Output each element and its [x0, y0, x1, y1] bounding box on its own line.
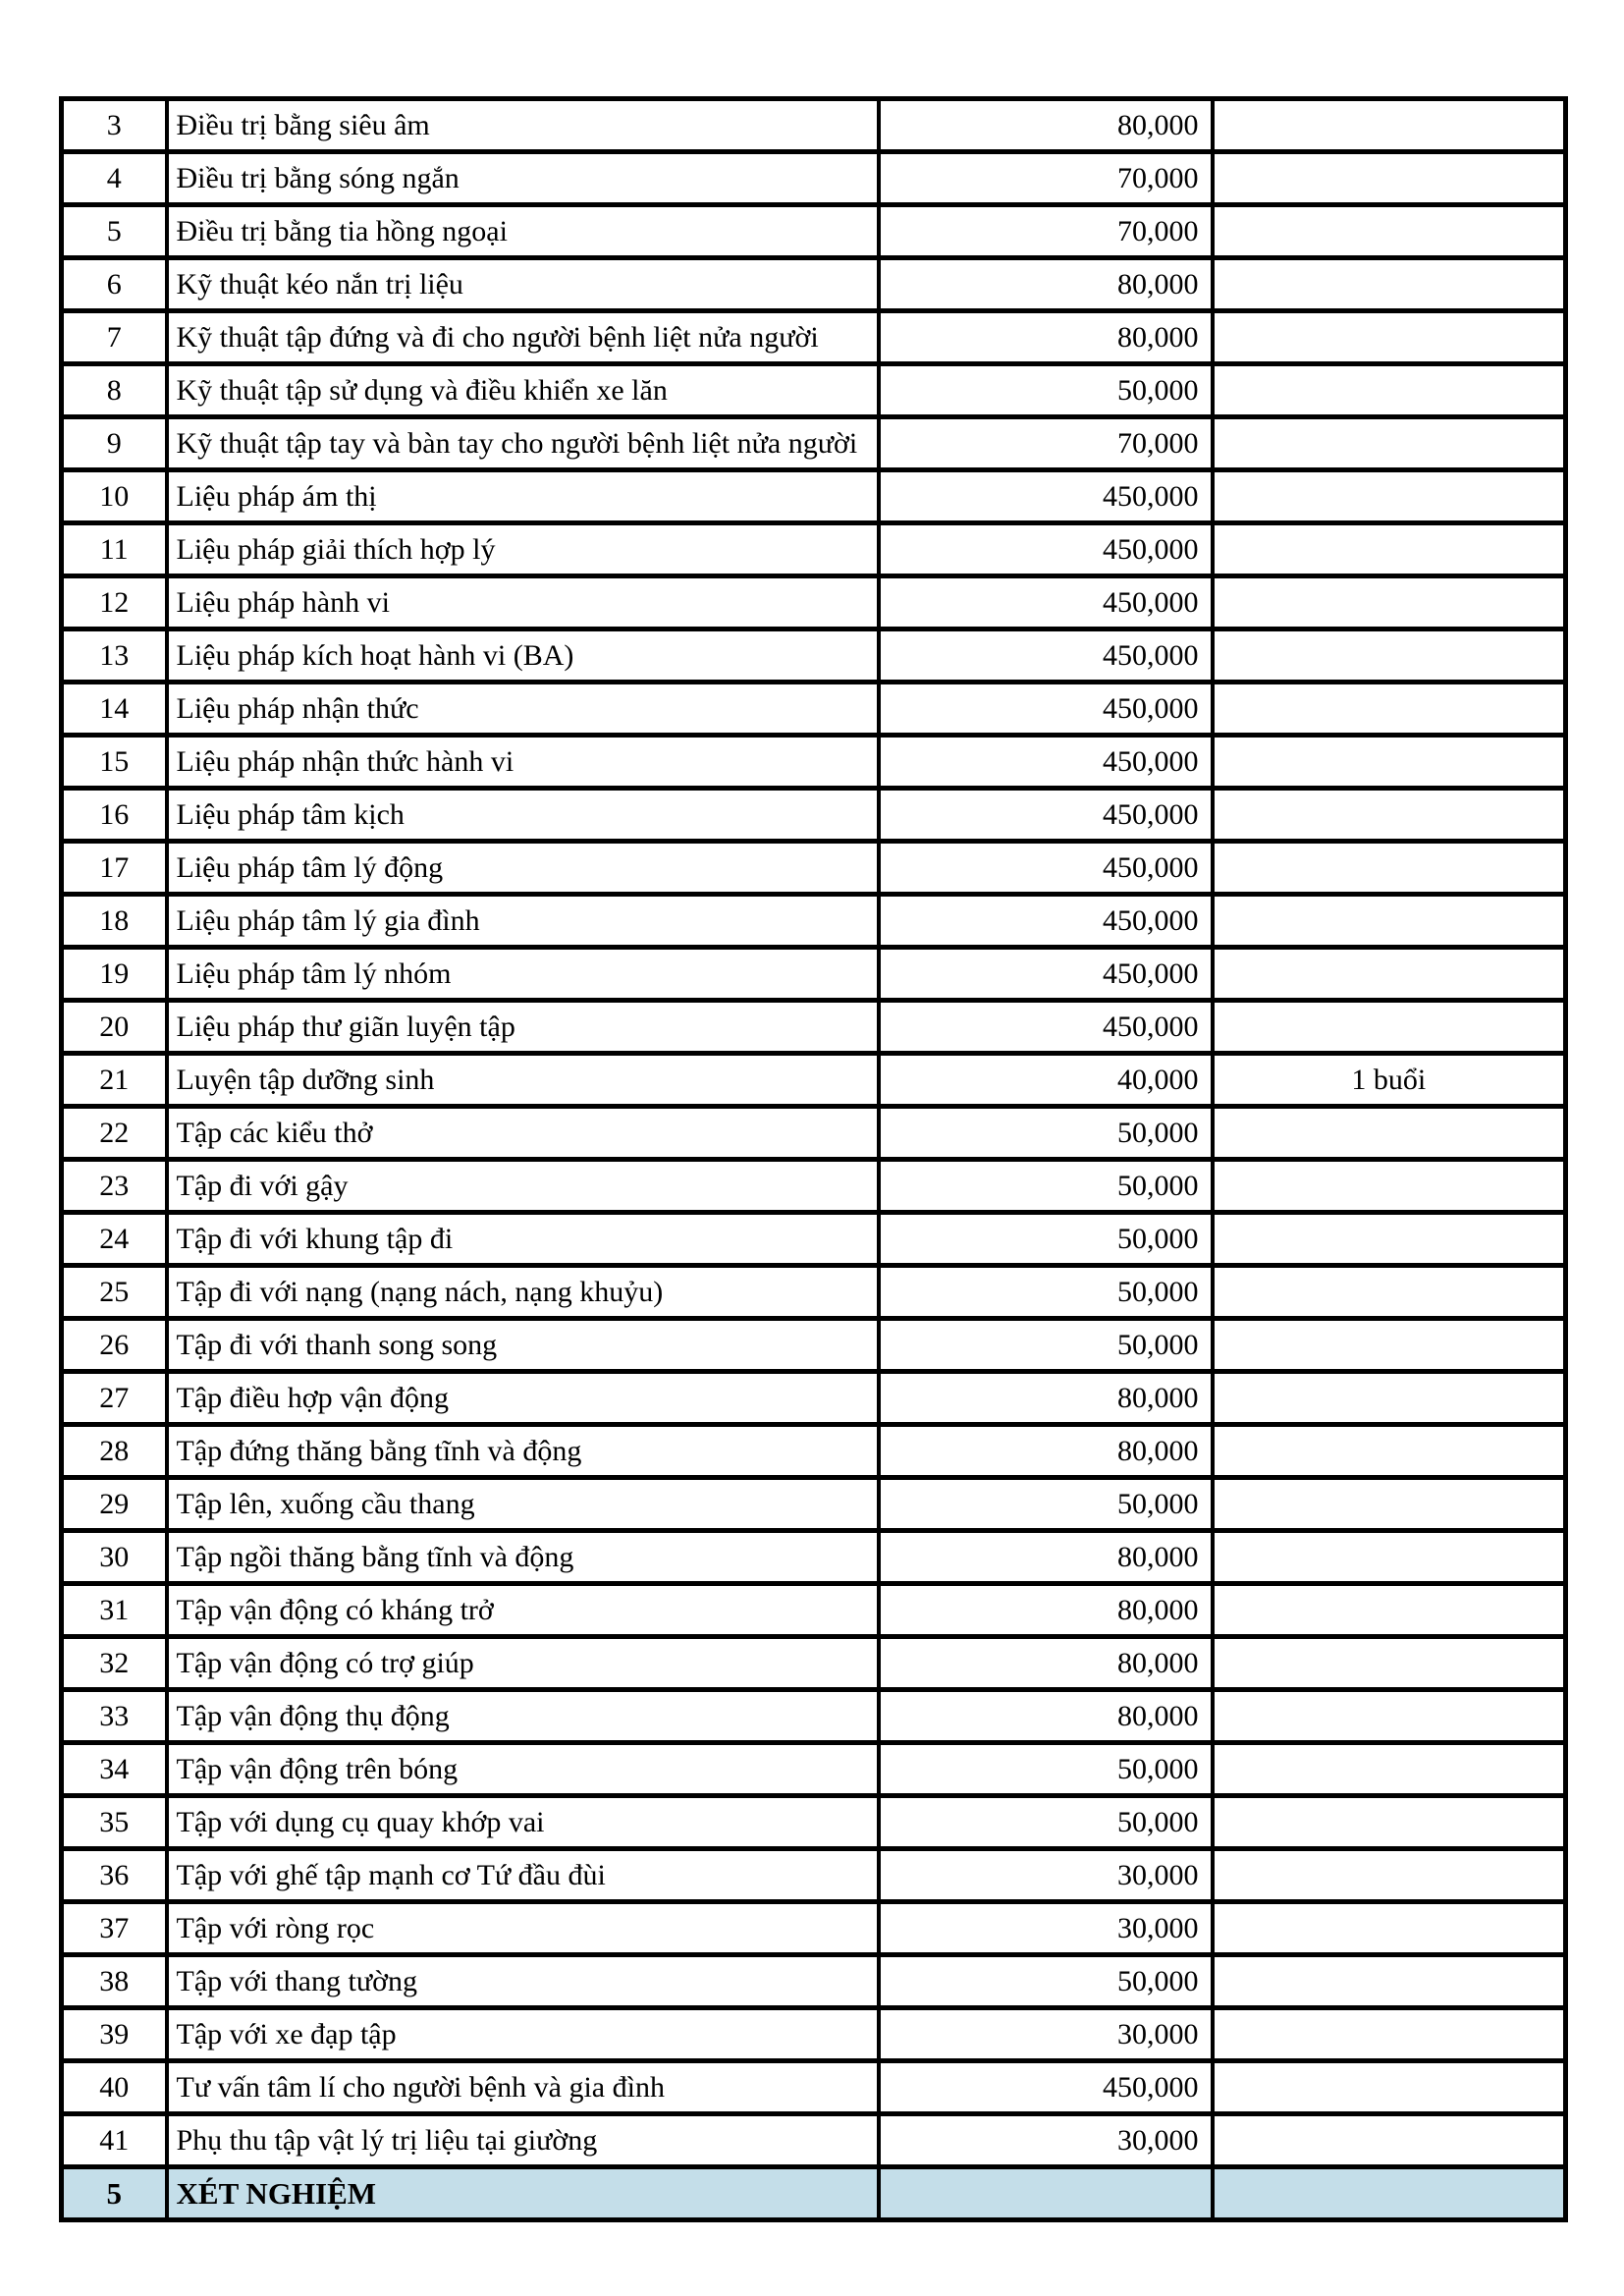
service-price: 30,000	[879, 1849, 1213, 1902]
row-number: 22	[62, 1107, 167, 1160]
row-number: 11	[62, 523, 167, 576]
service-note	[1213, 1425, 1566, 1478]
table-row	[62, 1796, 1566, 1849]
service-note	[1213, 99, 1566, 152]
service-price: 50,000	[879, 1160, 1213, 1213]
service-note	[1213, 842, 1566, 895]
row-number: 19	[62, 948, 167, 1001]
service-name: Tập lên, xuống cầu thang	[167, 1478, 879, 1531]
table-row	[62, 1107, 1566, 1160]
table-row	[62, 1584, 1566, 1637]
service-note	[1213, 152, 1566, 205]
service-price: 80,000	[879, 1372, 1213, 1425]
service-name: Tập vận động có trợ giúp	[167, 1637, 879, 1690]
table-row	[62, 152, 1566, 205]
table-row	[62, 2114, 1566, 2167]
service-name: Liệu pháp thư giãn luyện tập	[167, 1001, 879, 1054]
service-name: Kỹ thuật tập đứng và đi cho người bệnh liệt nửa người	[167, 311, 879, 364]
table-row	[62, 311, 1566, 364]
row-number: 26	[62, 1319, 167, 1372]
service-note	[1213, 1902, 1566, 1955]
service-note	[1213, 1955, 1566, 2008]
service-note: 1 buổi	[1213, 1054, 1566, 1107]
row-number: 27	[62, 1372, 167, 1425]
row-number: 33	[62, 1690, 167, 1743]
row-number: 39	[62, 2008, 167, 2061]
row-number: 5	[62, 2167, 167, 2220]
service-price	[879, 2167, 1213, 2220]
row-number: 25	[62, 1266, 167, 1319]
service-price: 50,000	[879, 1266, 1213, 1319]
table-row	[62, 470, 1566, 523]
service-note	[1213, 417, 1566, 470]
table-row	[62, 1849, 1566, 1902]
service-name: Liệu pháp tâm lý gia đình	[167, 895, 879, 948]
service-name: Tập vận động có kháng trở	[167, 1584, 879, 1637]
row-number: 18	[62, 895, 167, 948]
service-price: 80,000	[879, 1584, 1213, 1637]
service-name: Tập điều hợp vận động	[167, 1372, 879, 1425]
table-row	[62, 364, 1566, 417]
service-name: Liệu pháp nhận thức hành vi	[167, 736, 879, 789]
row-number: 13	[62, 629, 167, 683]
service-price: 70,000	[879, 205, 1213, 258]
service-name: Tập đi với gậy	[167, 1160, 879, 1213]
price-table-body	[62, 99, 1566, 2220]
service-name: Điều trị bằng siêu âm	[167, 99, 879, 152]
service-price: 50,000	[879, 1796, 1213, 1849]
row-number: 8	[62, 364, 167, 417]
service-note	[1213, 1584, 1566, 1637]
table-row	[62, 842, 1566, 895]
service-name: Tập đi với khung tập đi	[167, 1213, 879, 1266]
table-row	[62, 895, 1566, 948]
service-name: Liệu pháp ám thị	[167, 470, 879, 523]
service-note	[1213, 1266, 1566, 1319]
service-note	[1213, 1743, 1566, 1796]
table-row	[62, 683, 1566, 736]
service-price: 50,000	[879, 364, 1213, 417]
table-row	[62, 1690, 1566, 1743]
service-note	[1213, 205, 1566, 258]
service-price: 70,000	[879, 152, 1213, 205]
row-number: 35	[62, 1796, 167, 1849]
service-note	[1213, 1531, 1566, 1584]
service-note	[1213, 1637, 1566, 1690]
service-note	[1213, 683, 1566, 736]
service-note	[1213, 2114, 1566, 2167]
row-number: 37	[62, 1902, 167, 1955]
table-row	[62, 948, 1566, 1001]
table-row	[62, 1266, 1566, 1319]
service-note	[1213, 789, 1566, 842]
table-row	[62, 789, 1566, 842]
table-row	[62, 523, 1566, 576]
service-note	[1213, 1478, 1566, 1531]
table-row	[62, 1902, 1566, 1955]
service-note	[1213, 470, 1566, 523]
table-row	[62, 576, 1566, 629]
service-name: Liệu pháp kích hoạt hành vi (BA)	[167, 629, 879, 683]
row-number: 36	[62, 1849, 167, 1902]
service-name: Kỹ thuật tập sử dụng và điều khiển xe lăn	[167, 364, 879, 417]
table-row	[62, 1160, 1566, 1213]
row-number: 20	[62, 1001, 167, 1054]
service-name: Tập ngồi thăng bằng tĩnh và động	[167, 1531, 879, 1584]
service-price: 450,000	[879, 2061, 1213, 2114]
service-note	[1213, 1796, 1566, 1849]
row-number: 41	[62, 2114, 167, 2167]
service-note	[1213, 895, 1566, 948]
service-price: 50,000	[879, 1319, 1213, 1372]
service-note	[1213, 948, 1566, 1001]
service-name: Tư vấn tâm lí cho người bệnh và gia đình	[167, 2061, 879, 2114]
service-price: 50,000	[879, 1955, 1213, 2008]
table-row	[62, 1319, 1566, 1372]
row-number: 38	[62, 1955, 167, 2008]
section-row	[62, 2167, 1566, 2220]
service-name: Kỹ thuật tập tay và bàn tay cho người bệnh liệt nửa người	[167, 417, 879, 470]
service-note	[1213, 2061, 1566, 2114]
row-number: 29	[62, 1478, 167, 1531]
table-row	[62, 1372, 1566, 1425]
service-note	[1213, 523, 1566, 576]
service-name: Liệu pháp hành vi	[167, 576, 879, 629]
service-name: XÉT NGHIỆM	[167, 2167, 879, 2220]
service-price: 450,000	[879, 470, 1213, 523]
service-name: Liệu pháp tâm lý động	[167, 842, 879, 895]
service-price: 50,000	[879, 1743, 1213, 1796]
service-price: 80,000	[879, 99, 1213, 152]
table-row	[62, 417, 1566, 470]
table-row	[62, 1001, 1566, 1054]
service-note	[1213, 1690, 1566, 1743]
table-row	[62, 2008, 1566, 2061]
table-row	[62, 1213, 1566, 1266]
row-number: 15	[62, 736, 167, 789]
table-row	[62, 1054, 1566, 1107]
service-price: 50,000	[879, 1213, 1213, 1266]
row-number: 16	[62, 789, 167, 842]
row-number: 5	[62, 205, 167, 258]
service-note	[1213, 1107, 1566, 1160]
service-name: Tập với ghế tập mạnh cơ Tứ đầu đùi	[167, 1849, 879, 1902]
row-number: 7	[62, 311, 167, 364]
table-row	[62, 1531, 1566, 1584]
service-price: 80,000	[879, 1531, 1213, 1584]
row-number: 34	[62, 1743, 167, 1796]
service-price: 40,000	[879, 1054, 1213, 1107]
service-name: Liệu pháp giải thích hợp lý	[167, 523, 879, 576]
service-price: 450,000	[879, 948, 1213, 1001]
service-price: 50,000	[879, 1107, 1213, 1160]
service-note	[1213, 736, 1566, 789]
service-price: 450,000	[879, 1001, 1213, 1054]
table-row	[62, 1425, 1566, 1478]
service-name: Tập vận động thụ động	[167, 1690, 879, 1743]
row-number: 30	[62, 1531, 167, 1584]
row-number: 40	[62, 2061, 167, 2114]
service-note	[1213, 1160, 1566, 1213]
service-name: Liệu pháp tâm lý nhóm	[167, 948, 879, 1001]
service-price: 70,000	[879, 417, 1213, 470]
service-price: 450,000	[879, 683, 1213, 736]
price-table	[59, 96, 1568, 2222]
row-number: 9	[62, 417, 167, 470]
row-number: 23	[62, 1160, 167, 1213]
service-price: 450,000	[879, 576, 1213, 629]
row-number: 32	[62, 1637, 167, 1690]
service-price: 30,000	[879, 2008, 1213, 2061]
service-name: Tập với ròng rọc	[167, 1902, 879, 1955]
service-note	[1213, 629, 1566, 683]
table-row	[62, 1637, 1566, 1690]
service-note	[1213, 1001, 1566, 1054]
service-name: Tập đi với thanh song song	[167, 1319, 879, 1372]
service-note	[1213, 2008, 1566, 2061]
service-name: Liệu pháp tâm kịch	[167, 789, 879, 842]
row-number: 17	[62, 842, 167, 895]
table-row	[62, 1955, 1566, 2008]
service-price: 80,000	[879, 1637, 1213, 1690]
table-row	[62, 1743, 1566, 1796]
service-price: 450,000	[879, 789, 1213, 842]
row-number: 10	[62, 470, 167, 523]
row-number: 14	[62, 683, 167, 736]
service-price: 30,000	[879, 2114, 1213, 2167]
table-row	[62, 1478, 1566, 1531]
service-name: Điều trị bằng sóng ngắn	[167, 152, 879, 205]
table-row	[62, 2061, 1566, 2114]
service-name: Kỹ thuật kéo nắn trị liệu	[167, 258, 879, 311]
service-price: 450,000	[879, 736, 1213, 789]
service-name: Tập đứng thăng bằng tĩnh và động	[167, 1425, 879, 1478]
service-price: 80,000	[879, 1425, 1213, 1478]
service-note	[1213, 311, 1566, 364]
service-price: 50,000	[879, 1478, 1213, 1531]
row-number: 3	[62, 99, 167, 152]
service-name: Liệu pháp nhận thức	[167, 683, 879, 736]
service-note	[1213, 1372, 1566, 1425]
row-number: 21	[62, 1054, 167, 1107]
row-number: 4	[62, 152, 167, 205]
service-note	[1213, 1319, 1566, 1372]
service-note	[1213, 258, 1566, 311]
service-name: Tập các kiểu thở	[167, 1107, 879, 1160]
row-number: 6	[62, 258, 167, 311]
service-note	[1213, 1849, 1566, 1902]
service-note	[1213, 2167, 1566, 2220]
service-name: Tập với xe đạp tập	[167, 2008, 879, 2061]
table-row	[62, 205, 1566, 258]
service-price: 450,000	[879, 629, 1213, 683]
service-price: 450,000	[879, 895, 1213, 948]
service-name: Tập đi với nạng (nạng nách, nạng khuỷu)	[167, 1266, 879, 1319]
service-note	[1213, 364, 1566, 417]
service-price: 30,000	[879, 1902, 1213, 1955]
service-note	[1213, 576, 1566, 629]
table-row	[62, 99, 1566, 152]
service-name: Tập vận động trên bóng	[167, 1743, 879, 1796]
service-name: Luyện tập dưỡng sinh	[167, 1054, 879, 1107]
table-row	[62, 258, 1566, 311]
service-price: 80,000	[879, 258, 1213, 311]
service-price: 80,000	[879, 311, 1213, 364]
service-price: 450,000	[879, 523, 1213, 576]
service-price: 80,000	[879, 1690, 1213, 1743]
row-number: 31	[62, 1584, 167, 1637]
row-number: 12	[62, 576, 167, 629]
service-price: 450,000	[879, 842, 1213, 895]
service-name: Tập với dụng cụ quay khớp vai	[167, 1796, 879, 1849]
table-row	[62, 629, 1566, 683]
service-name: Tập với thang tường	[167, 1955, 879, 2008]
service-note	[1213, 1213, 1566, 1266]
service-name: Phụ thu tập vật lý trị liệu tại giường	[167, 2114, 879, 2167]
row-number: 24	[62, 1213, 167, 1266]
row-number: 28	[62, 1425, 167, 1478]
service-name: Điều trị bằng tia hồng ngoại	[167, 205, 879, 258]
table-row	[62, 736, 1566, 789]
